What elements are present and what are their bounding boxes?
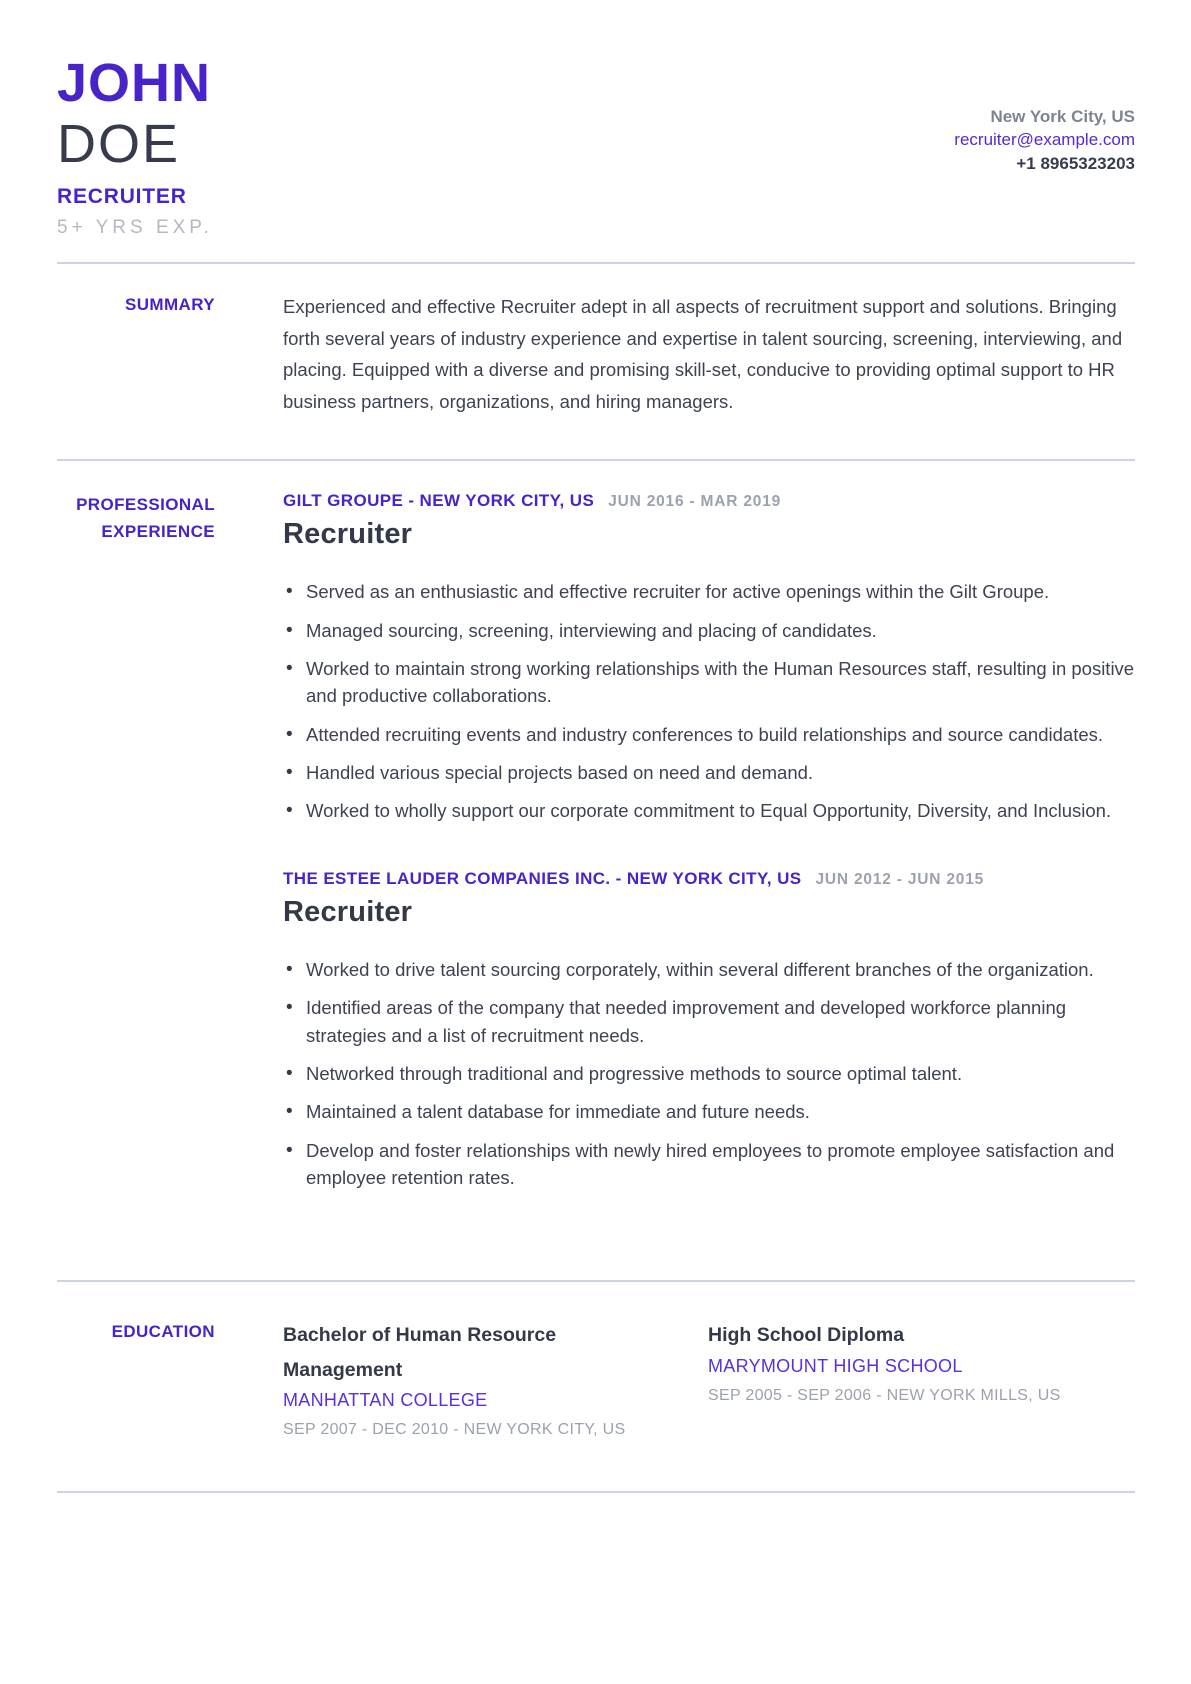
job-title: Recruiter — [283, 518, 413, 551]
header-gap — [57, 239, 1135, 262]
job-bullet-list — [283, 578, 1135, 825]
job-bullet: • Handled various special projects based on need and demand. — [283, 759, 1135, 786]
education-section-label: EDUCATION — [111, 1322, 215, 1342]
contact-block — [954, 55, 1135, 239]
job-bullet: • Develop and foster relationships with newly hired employees to promote employee satisfaction and employee retention rates. — [283, 1137, 1135, 1192]
identity-block — [57, 55, 213, 239]
job-bullet: • Attended recruiting events and industry conferences to build relationships and source candidates. — [283, 721, 1135, 748]
job-bullet: • Networked through traditional and progressive methods to source optimal talent. — [283, 1060, 1135, 1087]
job-entry — [283, 491, 1135, 825]
job-entry — [283, 869, 1135, 1192]
first-name-heading: JOHN — [57, 53, 212, 113]
school-name: MARYMOUNT HIGH SCHOOL — [708, 1355, 963, 1376]
education-entry — [708, 1318, 1135, 1438]
section-divider — [57, 1491, 1135, 1493]
job-dates: JUN 2012 - JUN 2015 — [815, 870, 985, 888]
contact-phone: +1 8965323203 — [1016, 153, 1135, 173]
resume-header — [57, 55, 1135, 239]
summary-section — [57, 264, 1135, 459]
experience-section — [57, 461, 1135, 1280]
job-bullet: • Worked to maintain strong working relationships with the Human Resources staff, resulting in positive and productive collaborations. — [283, 655, 1135, 710]
job-bullet: • Worked to wholly support our corporate commitment to Equal Opportunity, Diversity, and Inclusion. — [283, 797, 1135, 824]
email-link[interactable]: recruiter@example.com — [954, 130, 1135, 150]
role-title: RECRUITER — [57, 185, 187, 209]
job-title: Recruiter — [283, 895, 413, 928]
job-company: GILT GROUPE - NEW YORK CITY, US — [283, 491, 595, 511]
job-header — [283, 869, 1135, 889]
education-entry — [283, 1318, 708, 1438]
job-bullet: • Managed sourcing, screening, interviewing and placing of candidates. — [283, 617, 1135, 644]
education-section — [57, 1282, 1135, 1490]
experience-section-label: PROFESSIONAL EXPERIENCE — [76, 495, 215, 542]
job-bullet: • Served as an enthusiastic and effective recruiter for active openings within the Gilt Groupe. — [283, 578, 1135, 605]
job-header — [283, 491, 1135, 511]
job-bullet: • Maintained a talent database for immediate and future needs. — [283, 1098, 1135, 1125]
job-bullet-list — [283, 956, 1135, 1192]
job-bullet: • Identified areas of the company that needed improvement and developed workforce planning strategies and a list of recruitment needs. — [283, 994, 1135, 1049]
education-dates: SEP 2005 - SEP 2006 - NEW YORK MILLS, US — [708, 1386, 1061, 1404]
last-name-heading: DOE — [57, 113, 181, 174]
job-company: THE ESTEE LAUDER COMPANIES INC. - NEW YORK CITY, US — [283, 868, 802, 888]
summary-section-label: SUMMARY — [125, 295, 215, 315]
job-dates: JUN 2016 - MAR 2019 — [608, 493, 782, 511]
school-name: MANHATTAN COLLEGE — [283, 1389, 488, 1410]
degree-title: High School Diploma — [708, 1324, 905, 1347]
education-dates: SEP 2007 - DEC 2010 - NEW YORK CITY, US — [283, 1420, 626, 1438]
experience-badge: 5+ YRS EXP. — [57, 217, 213, 239]
degree-title: Bachelor of Human Resource Management — [283, 1324, 557, 1381]
summary-text: Experienced and effective Recruiter adept in all aspects of recruitment support and solutions. Bringing forth several years of industry experience and expertise in talent sourcing, screening, interviewing, and placing. Equipped with a diverse and promising skill-set, conducive to providing optimal support to HR business partners, organizations, and hiring managers. — [283, 296, 1123, 412]
contact-location: New York City, US — [990, 107, 1135, 126]
education-grid — [283, 1318, 1135, 1438]
job-bullet: • Worked to drive talent sourcing corporately, within several different branches of the organization. — [283, 956, 1135, 983]
